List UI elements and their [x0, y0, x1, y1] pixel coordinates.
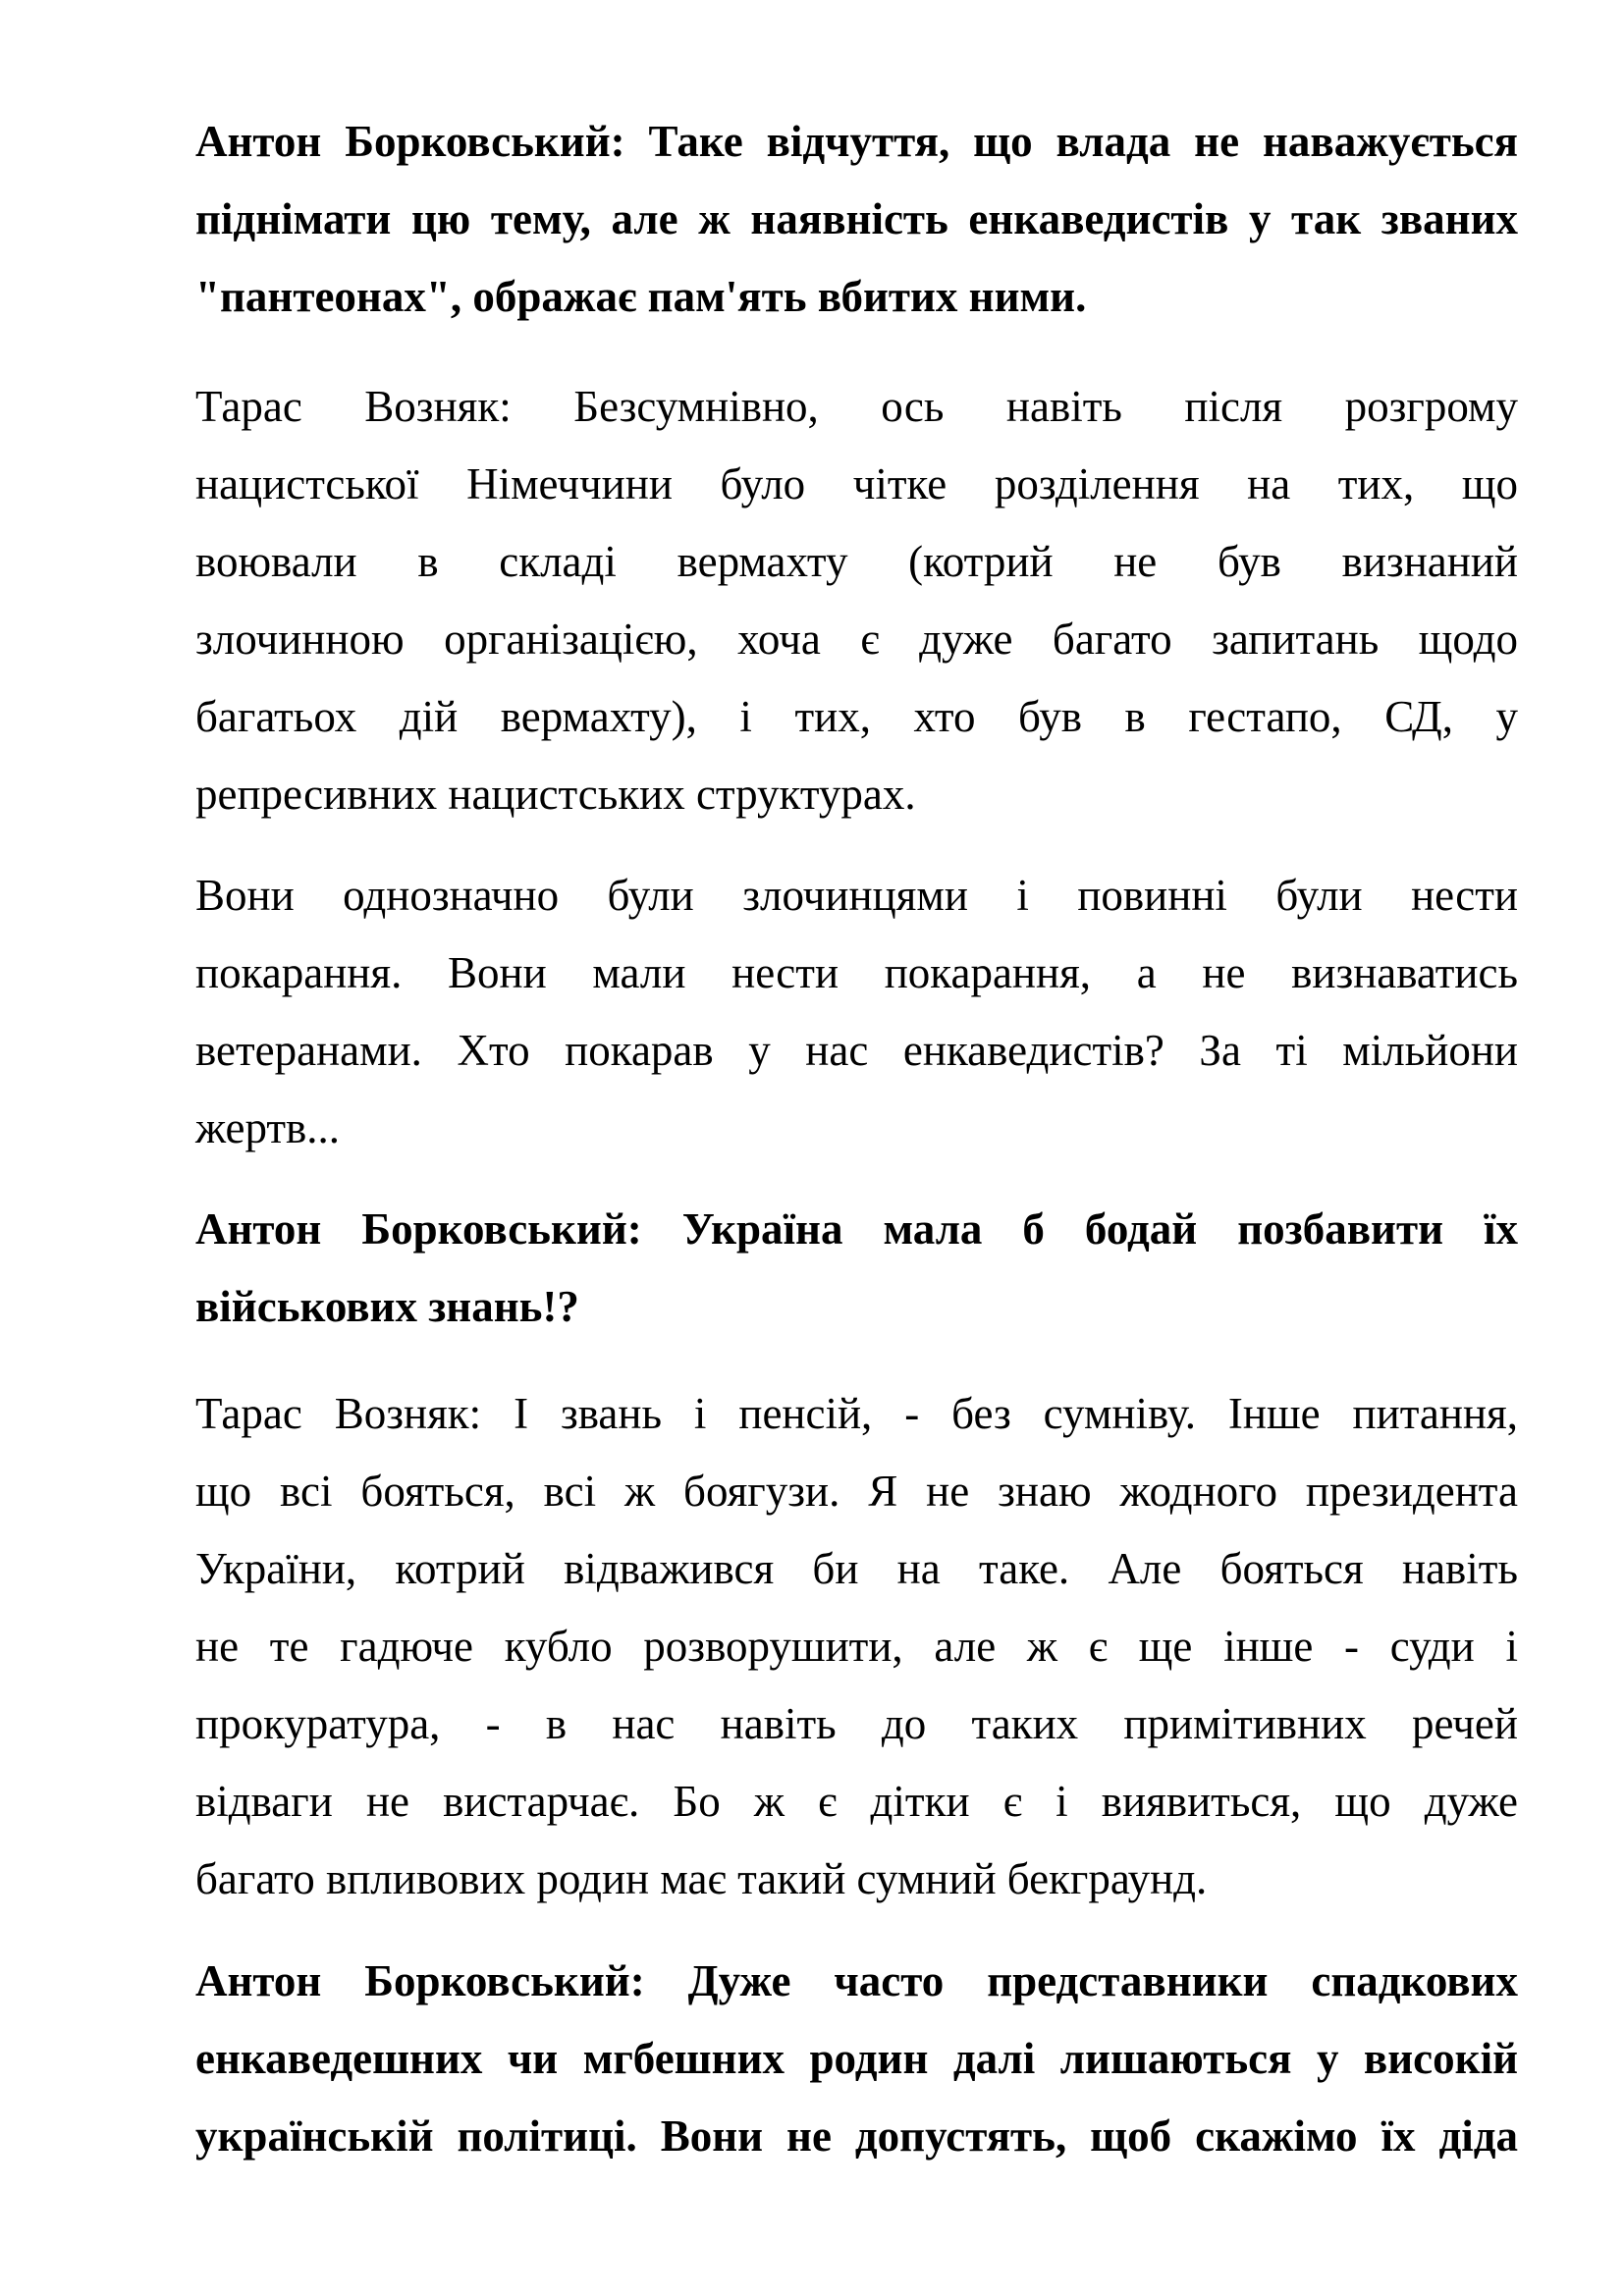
text-line: репресивних нацистських структурах. [195, 770, 916, 819]
text-line: багатьох дій вермахту), і тих, хто був в гестапо, СД, у [195, 692, 1518, 741]
text-line: Вони однозначно були злочинцями і повинні були нести [195, 871, 1518, 920]
text-line: прокуратура, - в нас навіть до таких примітивних речей [195, 1699, 1518, 1748]
paragraph-borkovskyi-question-3 [195, 1943, 1518, 2175]
text-line: жертв... [195, 1103, 341, 1152]
text-line: нацистської Німеччини було чітке розділення на тих, що [195, 459, 1518, 508]
text-line: не те гадюче кубло розворушити, але ж є ще інше - суди і [195, 1622, 1518, 1671]
text-line: що всі бояться, всі ж боягузи. Я не знаю жодного президента [195, 1467, 1518, 1516]
paragraph-vozniak-answer-1 [195, 368, 1518, 833]
text-line: Антон Борковський: Україна мала б бодай позбавити їх [195, 1204, 1518, 1254]
text-line: енкаведешних чи мгбешних родин далі лишаються у високій [195, 2034, 1518, 2083]
text-line: воювали в складі вермахту (котрий не був визнаний [195, 537, 1518, 586]
text-line: "пантеонах", ображає пам'ять вбитих ними. [195, 272, 1087, 321]
text-line: військових знань!? [195, 1282, 579, 1331]
text-line: багато впливових родин має такий сумний бекграунд. [195, 1854, 1208, 1903]
paragraph-borkovskyi-question-1 [195, 103, 1518, 336]
text-line: українській політиці. Вони не допустять, щоб скажімо їх діда [195, 2111, 1518, 2161]
paragraph-vozniak-answer-2 [195, 857, 1518, 1167]
text-line: піднімати цю тему, але ж наявність енкаведистів у так званих [195, 194, 1518, 243]
text-line: України, котрий відважився би на таке. Але бояться навіть [195, 1544, 1518, 1593]
paragraph-vozniak-answer-3 [195, 1375, 1518, 1918]
text-line: відваги не вистарчає. Бо ж є дітки є і виявиться, що дуже [195, 1777, 1518, 1826]
paragraph-borkovskyi-question-2 [195, 1191, 1518, 1346]
text-line: злочинною організацією, хоча є дуже багато запитань щодо [195, 614, 1518, 664]
text-line: Антон Борковський: Таке відчуття, що влада не наважується [195, 117, 1518, 166]
text-line: Тарас Возняк: Безсумнівно, ось навіть після розгрому [195, 382, 1518, 431]
text-line: покарання. Вони мали нести покарання, а не визнаватись [195, 948, 1518, 997]
text-line: Тарас Возняк: І звань і пенсій, - без сумніву. Інше питання, [195, 1389, 1518, 1438]
text-line: ветеранами. Хто покарав у нас енкаведистів? За ті мільйони [195, 1026, 1518, 1075]
text-line: Антон Борковський: Дуже часто представники спадкових [195, 1956, 1518, 2005]
